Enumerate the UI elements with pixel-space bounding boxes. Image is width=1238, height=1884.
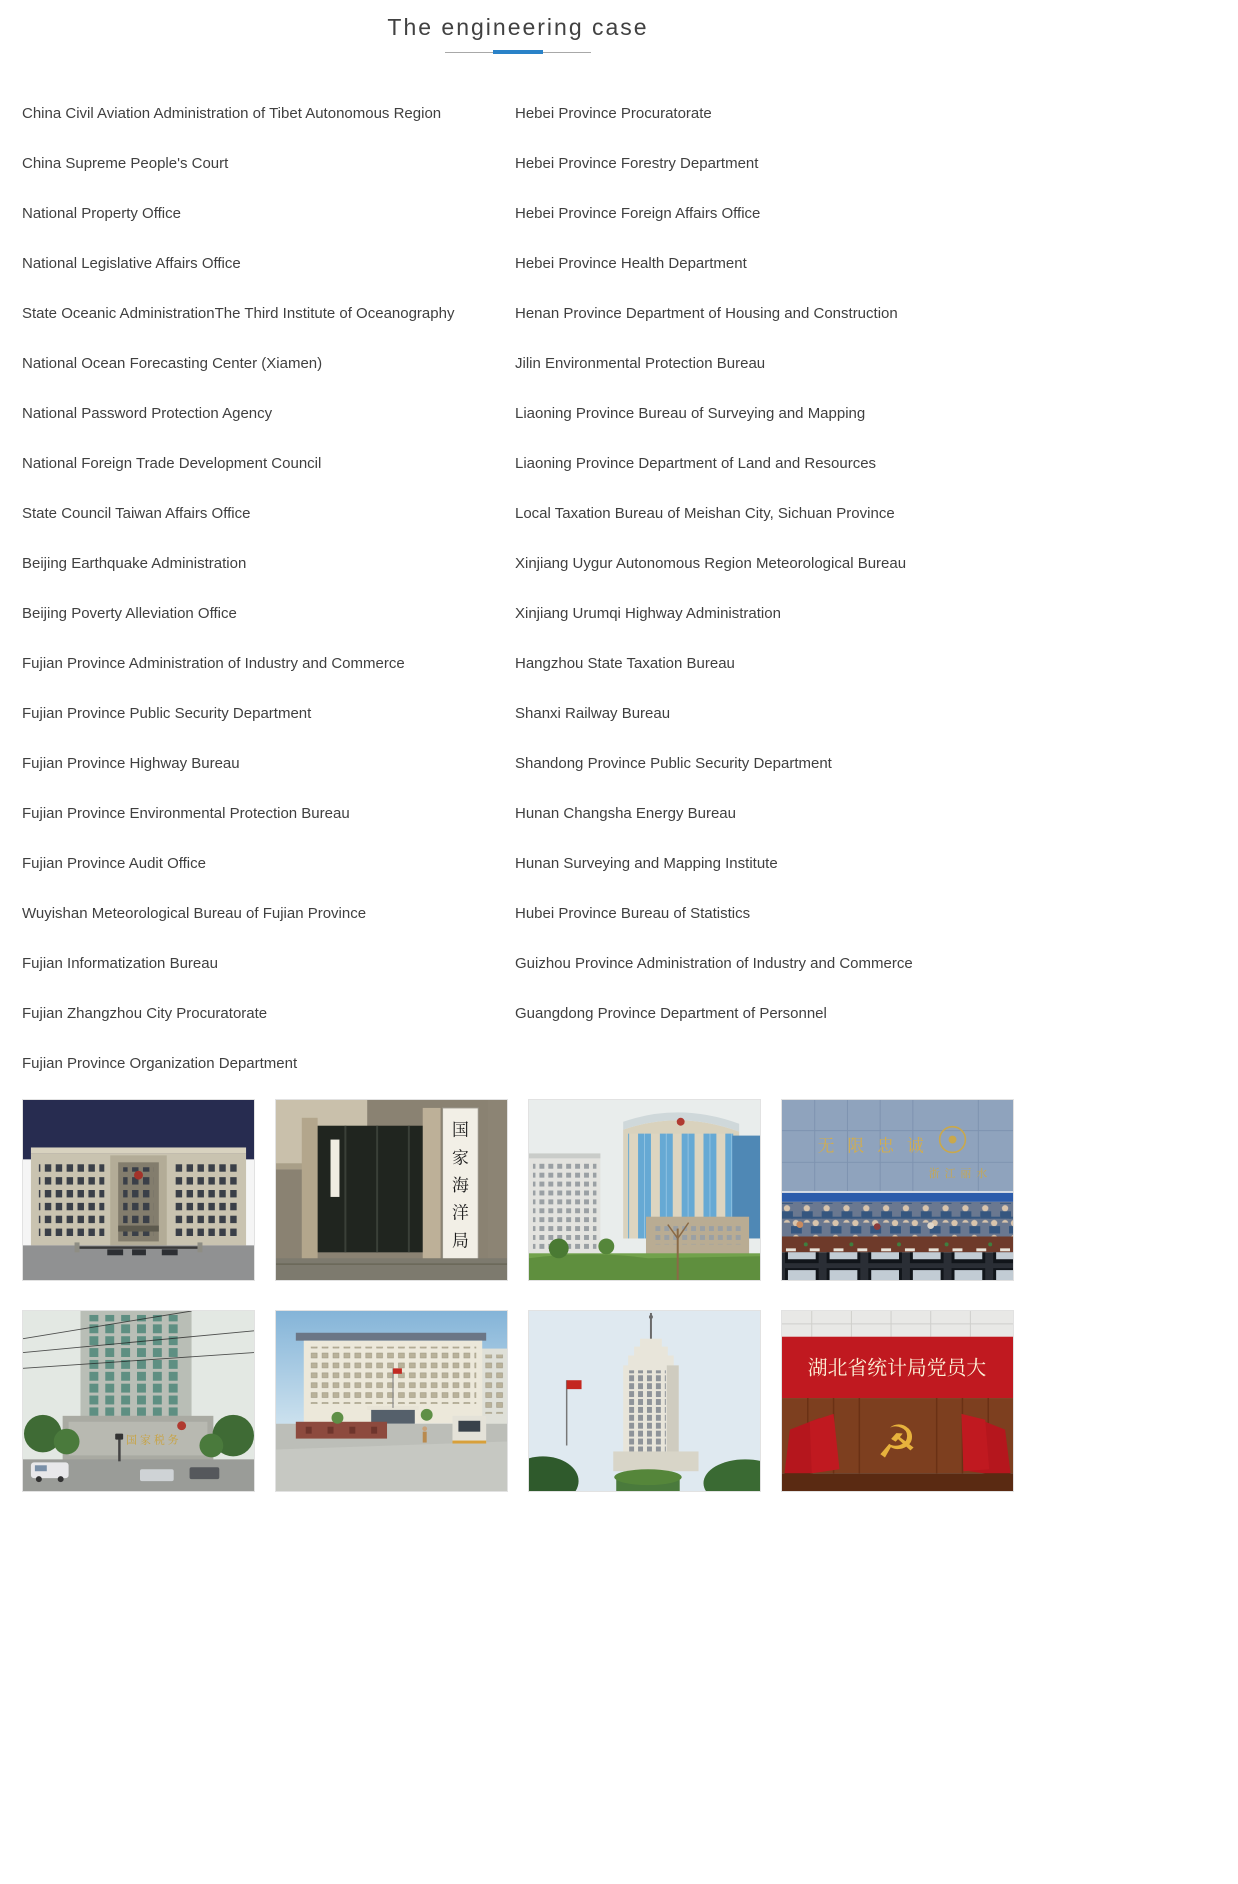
case-item: Henan Province Department of Housing and Construction (515, 304, 898, 322)
case-item: Hebei Province Procuratorate (515, 104, 712, 122)
photo-taxation-tower-street (22, 1310, 255, 1492)
case-item: Liaoning Province Department of Land and Resources (515, 454, 877, 472)
case-item: Jilin Environmental Protection Bureau (515, 354, 766, 372)
case-item: National Property Office (22, 204, 181, 222)
svg-text:无限忠诚: 无限忠诚 (817, 1135, 937, 1156)
case-item: China Civil Aviation Administration of Tibet Autonomous Region (22, 104, 442, 122)
case-item: Fujian Province Highway Bureau (22, 754, 240, 772)
page-content (22, 0, 1014, 1492)
case-item: Beijing Earthquake Administration (22, 554, 247, 572)
case-item: Fujian Province Administration of Industry and Commerce (22, 654, 405, 672)
photo-conference-hall (781, 1099, 1014, 1281)
case-item: Xinjiang Urumqi Highway Administration (515, 604, 781, 622)
case-item: Hebei Province Foreign Affairs Office (515, 204, 761, 222)
case-item: Hunan Changsha Energy Bureau (515, 804, 736, 822)
photo-illustration (276, 1311, 507, 1491)
case-item: Wuyishan Meteorological Bureau of Fujian Province (22, 904, 367, 922)
title-underline-accent (493, 50, 543, 54)
photo-tower-with-spire (528, 1310, 761, 1492)
case-item: National Password Protection Agency (22, 404, 273, 422)
page-header (22, 0, 1014, 53)
case-item: Local Taxation Bureau of Meishan City, Sichuan Province (515, 504, 895, 522)
svg-text:湖北省统计局党员大: 湖北省统计局党员大 (807, 1356, 987, 1380)
photo-blue-glass-tower (528, 1099, 761, 1281)
case-item: China Supreme People's Court (22, 154, 229, 172)
case-item: Hubei Province Bureau of Statistics (515, 904, 751, 922)
case-item: National Ocean Forecasting Center (Xiamen) (22, 354, 323, 372)
case-item: Fujian Province Audit Office (22, 854, 206, 872)
case-item: Shandong Province Public Security Department (515, 754, 832, 772)
photo-party-meeting-banner (781, 1310, 1014, 1492)
case-item: Fujian Province Organization Department (22, 1054, 298, 1072)
case-item: State Council Taiwan Affairs Office (22, 504, 251, 522)
case-item: Hangzhou State Taxation Bureau (515, 654, 735, 672)
photo-illustration (529, 1311, 760, 1491)
photo-illustration (23, 1311, 254, 1491)
case-item: Beijing Poverty Alleviation Office (22, 604, 237, 622)
case-item: Hebei Province Forestry Department (515, 154, 759, 172)
case-list-left (22, 88, 515, 1088)
photo-illustration (782, 1311, 1013, 1491)
case-item: Shanxi Railway Bureau (515, 704, 671, 722)
photo-illustration (23, 1100, 254, 1280)
svg-text:浙江丽水: 浙江丽水 (928, 1167, 993, 1181)
page-title: The engineering case (387, 14, 649, 40)
case-item: Guizhou Province Administration of Industry and Commerce (515, 954, 913, 972)
case-list-section (22, 88, 1014, 1088)
case-item: Liaoning Province Bureau of Surveying and Mapping (515, 404, 866, 422)
photo-government-building-dusk (22, 1099, 255, 1281)
photo-grid (22, 1099, 1014, 1492)
case-item: Fujian Province Public Security Department (22, 704, 312, 722)
case-item: Fujian Zhangzhou City Procuratorate (22, 1004, 268, 1022)
photo-illustration (529, 1100, 760, 1280)
photo-illustration (276, 1100, 507, 1280)
photo-illustration (782, 1100, 1013, 1280)
case-item: Fujian Province Environmental Protection Bureau (22, 804, 350, 822)
photo-white-building-plaza (275, 1310, 508, 1492)
photo-oceanic-administration-entrance (275, 1099, 508, 1281)
svg-text:国家海洋局: 国家海洋局 (451, 1119, 469, 1251)
case-item: Hunan Surveying and Mapping Institute (515, 854, 778, 872)
case-item: National Foreign Trade Development Council (22, 454, 322, 472)
case-item: Xinjiang Uygur Autonomous Region Meteorological Bureau (515, 554, 907, 572)
case-item: National Legislative Affairs Office (22, 254, 241, 272)
case-list-right (515, 88, 1014, 1088)
title-underline (445, 52, 591, 53)
case-item: Fujian Informatization Bureau (22, 954, 218, 972)
svg-text:国家税务: 国家税务 (126, 1433, 182, 1447)
case-item: State Oceanic AdministrationThe Third Institute of Oceanography (22, 304, 455, 322)
case-item: Guangdong Province Department of Personnel (515, 1004, 827, 1022)
hammer-sickle-icon: ☭ (876, 1415, 918, 1469)
case-item: Hebei Province Health Department (515, 254, 747, 272)
